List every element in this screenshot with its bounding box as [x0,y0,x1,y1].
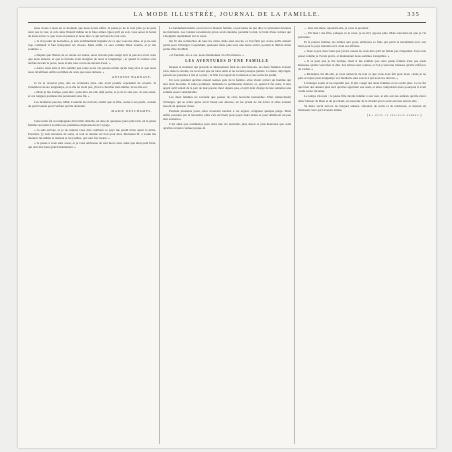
paragraph: « Mais je me trompe, peut-être ; peut-être est-elle déjà partie, et je ne le sais pas. Je suis seule, et ces longues journées me paraissent sans fin. » [28,90,156,99]
column-divider [159,26,160,444]
paragraph: « Depuis que l'heure de ce retour est venue, nous n'avons plus songé qu'à la joie de revoir ceux que nous aimons, et que la fortune avait éloignés de nous si longtemps ; et quand la voiture s'est arrêtée devant la porte, nous avons tous couru au-devant d'eux. » [28,52,156,65]
paragraph: « Je pense à vous sans cesse, et je vous embrasse de tout mon cœur, ainsi que mon petit frère, qui doit être bien grand maintenant. » [28,141,156,150]
running-head [18,12,436,22]
paragraph: Pendant plusieurs jours, elles n'osèrent toucher à cet argent, craignant quelque piège. Mais enfin, pressées par la nécessité, elles s'en servirent pour payer leurs dettes et pour améliorer un peu leur existence. [163,108,291,121]
paragraph: Le lendemain matin, on trouva la maison fermée, et personne ne put dire ce qu'étaient devenus les habitants. Les voisins racontèrent qu'on avait entendu, pendant la nuit, le bruit d'une voiture qui s'éloignait rapidement sur la route. [163,26,291,39]
paragraph: « Je n'ai point de nouvelles, je suis extrêmement inquiète de ce que vous me dites, et je ne sais trop comment il faut interpréter les choses. Mais enfin, ce sera comme Dieu voudra, et je me soumets. » [28,39,156,52]
paragraph: « Il se peut que je me trompe, mais il me semble que cette jeune femme n'est pas aussi heureuse qu'elle veut bien le dire. Ses lettres sont courtes, et l'on y sent une tristesse qu'elle s'efforce de cacher. » [298,58,426,71]
paragraph: Sa mère vécut encore de longues années, entourée de soins et de tendresse, et mourut en bénissant ceux qui l'avaient aimée. [298,103,426,112]
paragraph: « Monsieur, lui dit-elle, je vous remercie de tout ce que vous avez fait pour nous ; mais je ne puis accepter plus longtemps vos bienfaits sans savoir à qui nous les devons. » [298,71,426,81]
paragraph: Et la pauvre femme, les larmes aux yeux, embrassa sa fille, qui partit le lendemain avec son mari pour le pays lointain où il avait ses affaires. [298,40,426,49]
header-rule [28,22,426,23]
paragraph: Les deux femmes ne savaient que penser de cette nouvelle inattendue. Elles remercièrent l'étranger, qui se retira après avoir laissé son adresse, en les priant de lui écrire si elles avaient besoin de quelque chose. [163,95,291,108]
paragraph: On fit des recherches de tous les côtés, mais sans succès, et l'on finit par croire qu'ils étaient partis pour l'étranger. Cependant, quelques mois plus tard, une lettre arriva, portant le timbre d'une petite ville du Midi. [163,39,291,52]
newspaper-page [18,8,436,448]
paragraph: Un soir, pendant qu'elles étaient assises près de la fenêtre, elles virent arriver un homme qui leur était inconnu. Il salua poliment, demanda la permission d'entrer, et, quand il fut assis, il leur apprit qu'il venait de la part de leur parent, mort depuis peu, et qu'il était chargé de leur remettre une somme assez considérable. [163,78,291,95]
signature: (La suite au prochain numéro.) [367,112,422,117]
paragraph: Cette lettre fut accompagnée d'un billet détaché, en date de quelques jours plus tard, où la jeune femme racontait à sa mère ses premières impressions de voyage. [28,118,156,127]
paragraph: « Vous voyez donc bien que j'avais raison de vous dire qu'il ne fallait pas s'inquiéter. Tout s'est passé comme je l'avais prévu, et maintenant nous sommes tranquilles. » [298,49,426,58]
page-number: 335 [407,12,420,18]
text-column-1 [28,26,156,444]
signature: MARIE DESCHAMPS. [111,108,152,113]
text-column-3 [298,26,426,444]
paragraph: L'étranger sourit et ne répondit pas. Il prit congé des deux femmes et ne revint plus. Ce ne fut que bien des années plus tard qu'elles apprirent son nom, et elles comprirent alors pourquoi il avait voulu rester inconnu. [298,81,426,94]
paragraph: « Il faudrait, en ce cas, nous abandonner à la Providence. » [169,52,245,57]
paragraph: nous avons a nous en ce moment que nous avons enfin. Je pense je ne le vois plus, je ne puis donc pas le voir, et cela dans l'interêt même de le faire aimer. Quoi qu'il en soit, vous aurez la bonté de nous écrire ce que vous en pensez et nous dire ce qui arrivera de tout cela. [28,26,156,39]
paragraph: Ces dernières paroles, Mme Cosnelle les écrivait, tandis que sa fille, assise à ses pieds, cousait un petit bonnet pour l'enfant qu'elle attendait. [28,99,156,108]
paragraph: — Eh bien ! ma fille, puisque tu le veux, je ne m'y oppose plus. Mais souviens-toi que je t'ai prévenue. [298,31,426,40]
paragraph: Le temps s'écoula ; la jeune fille devint femme à son tour, et elle eut des enfants qu'elle éleva dans l'amour de Dieu et du prochain, en souvenir de la charité qu'on avait exercée envers elle. [298,94,426,103]
text-column-2 [163,26,291,444]
column-divider [294,26,295,444]
paragraph: Depuis le moment qui précéda le dénouement fatal de cette histoire, les deux femmes avaient vécu dans la retraite, ne recevant que de rares amis et ne sortant presque jamais. La mère, déjà âgée, passait ses journées à lire et à prier ; la fille s'occupait de la maison et des soins du jardin. [163,64,291,77]
paragraph: — Oui, ma mère, répondit-elle, je vous le promets. [304,26,369,30]
section-title: LES AVENTURES D'UNE FAMILLE [185,58,269,63]
paragraph: « Alors, mon ami, il m'a semblé que toute notre vie passée n'était qu'un long rêve et que nous nous réveillions enfin au milieu de ceux que nous aimons. » [28,65,156,74]
paragraph: « Je suis arrivée, et je ne saurais vous dire combien ce pays me paraît triste après le nôtre. Pourtant, j'y suis entourée de soins, et tout le monde est bon pour moi. Monsieur B. a voulu me montrer lui-même la maison et les jardins, qui sont fort beaux. » [28,127,156,141]
paragraph: C'est ainsi que commença pour elles une vie nouvelle, plus douce et plus heureuse que celle qu'elles avaient connue jusque-là. [163,121,291,131]
journal-title: LA MODE ILLUSTRÉE, JOURNAL DE LA FAMILLE. [133,12,321,18]
paragraph: Je ne le reverrai plus, elle ne reviendra plus, elle avait promis cependant de revenir. Je l'attendrai encore longtemps, et si elle ne vient pas, j'irai la chercher moi-même, là où elle est. [28,81,156,90]
signature: ANTOINE BARNAVE. [111,75,152,80]
